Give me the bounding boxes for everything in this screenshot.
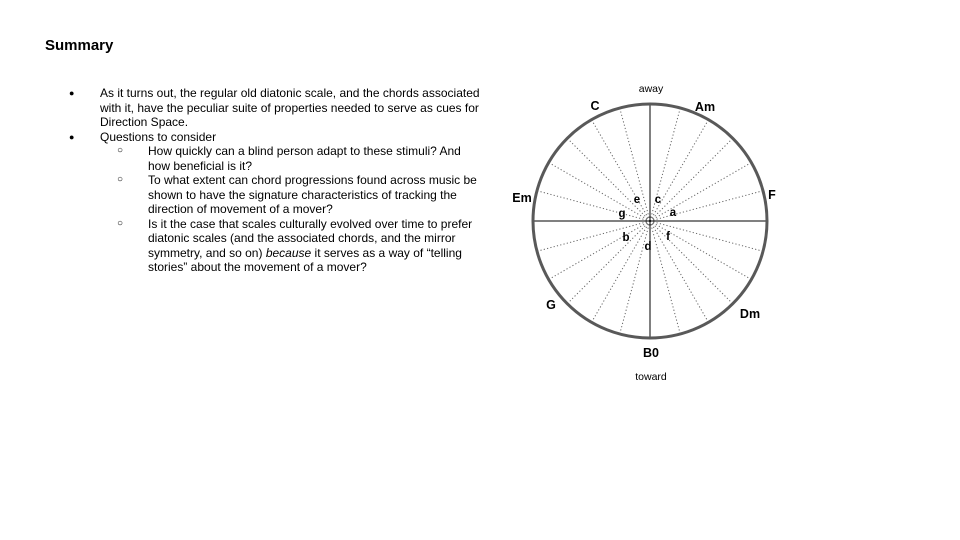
note-label-g: g: [618, 208, 626, 220]
sub-bullet-item: [148, 217, 485, 275]
sub-bullet-text: it serves as a way of “telling stories” about the movement of a mover?: [148, 245, 462, 274]
dotted-ray: [550, 221, 651, 279]
dotted-ray: [650, 221, 751, 279]
note-label-b: b: [622, 232, 630, 244]
chord-label-f: F: [768, 188, 776, 202]
bullet-item: ● As it turns out, the regular old diatonic scale, and the chords associated with it, have the peculiar suite of properties needed to serve as cues for Direction Space.: [100, 86, 485, 130]
dotted-ray: [568, 139, 650, 221]
dotted-ray: [538, 221, 650, 251]
dotted-ray: [650, 221, 680, 333]
dotted-ray: [650, 221, 732, 303]
chord-label-em: Em: [512, 191, 532, 205]
bullet-item: ● Questions to consider: [100, 130, 485, 145]
chord-label-c: C: [590, 99, 600, 113]
note-label-e: e: [633, 194, 641, 206]
note-label-a: a: [669, 207, 677, 219]
dotted-ray: [550, 163, 651, 221]
away-caption: away: [638, 83, 664, 95]
sub-bullet-item: ○ How quickly can a blind person adapt to these stimuli? And how beneficial is it?: [148, 144, 485, 173]
toward-caption: toward: [635, 371, 667, 383]
chord-label-g: G: [546, 298, 556, 312]
chord-label-b0: B0: [643, 346, 659, 360]
dotted-ray: [650, 139, 732, 221]
note-label-f: f: [666, 231, 670, 243]
page-title: Summary: [45, 37, 114, 54]
dotted-ray: [650, 191, 762, 221]
summary-bullets: [100, 86, 485, 275]
note-label-d: d: [644, 241, 652, 253]
dotted-ray: [568, 221, 650, 303]
chord-label-dm: Dm: [739, 307, 761, 321]
chord-label-am: Am: [694, 100, 716, 114]
sub-bullet-item: ○ To what extent can chord progressions found across music be shown to have the signature characteristics of tracking the direction of movement of a mover?: [148, 173, 485, 217]
note-label-c: c: [654, 194, 662, 206]
dotted-ray: [592, 221, 650, 322]
dotted-ray: [592, 121, 650, 222]
emphasis-text: because: [265, 245, 312, 260]
dotted-ray: [650, 163, 751, 221]
dotted-ray: [650, 221, 708, 322]
direction-space-diagram: [500, 70, 800, 390]
sub-bullet-text: Is it the case that scales culturally evolved over time to prefer diatonic scales (and the associated chords, and the mirror symmetry, and so on): [148, 216, 473, 260]
